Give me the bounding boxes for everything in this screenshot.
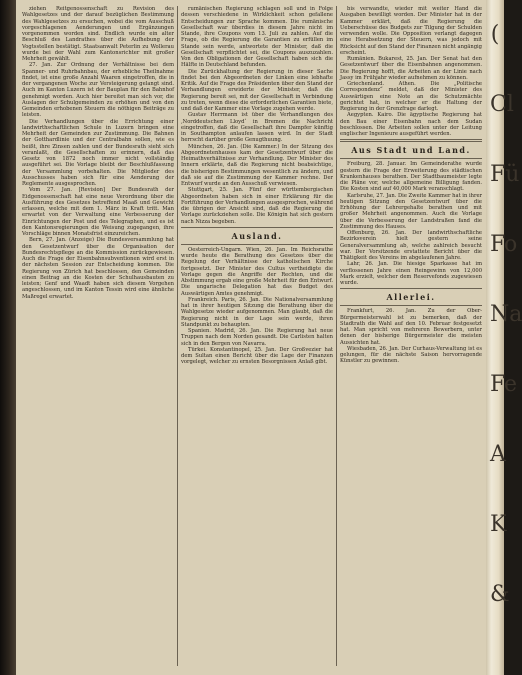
section-heading-allerlei: Allerlei. [386, 292, 436, 303]
col3-paragraph: Freiburg, 28. Januar. Im Gemeinderathe wurde gestern die Frage der Erweiterung des städtischen Krankenhauses berathen. Der Stadtbaumeister legte die Pläne vor, welche allgemeine Billigung fanden. Die Kosten sind auf 40,000 Mark veranschlagt. [340, 161, 482, 193]
column-rule [177, 6, 178, 666]
col3-paragraph: Aegypten. Kairo. Die ägyptische Regierung hat den Bau einer Eisenbahn nach dem Sudan beschlossen. Die Arbeiten sollen unter der Leitung englischer Ingenieure ausgeführt werden. [340, 112, 482, 137]
margin-mark: & [490, 582, 510, 607]
margin-mark: ( [490, 22, 500, 47]
col3-paragraph: Griechenland. Athen. Die „Politische Correspondenz“ meldet, daß der Minister des Auswärtigen eine Note an die Schutzmächte gerichtet hat, in welcher er die Haltung der Regierung in der Grenzfrage darlegt. [340, 81, 482, 112]
section-heading-ausland: Ausland. [231, 230, 283, 241]
section-divider [340, 139, 482, 142]
col2-paragraph: Oesterreich-Ungarn. Wien, 26. Jan. Im Reichsrathe wurde heute die Berathung des Gesetzes über die Regelung der Verhältnisse der katholischen Kirche fortgesetzt. Der Minister des Cultus vertheidigte die Vorlage gegen die Angriffe der Rechten, und die Abstimmung ergab eine große Mehrheit für den Entwurf. Die ungarische Delegation hat das Budget des Auswärtigen Amtes genehmigt. [181, 246, 333, 297]
col3-paragraph: Frankfurt, 26. Jan. Zu der Ober-Bürgermeisterwahl ist zu bemerken, daß der Stadtrath die Wahl auf den 10. Februar festgesetzt hat. Man spricht von mehreren Bewerbern, unter denen der bisherige Bürgermeister die meisten Aussichten hat. [340, 308, 482, 346]
col3-paragraph: Karlsruhe, 27. Jan. Die Zweite Kammer hat in ihrer heutigen Sitzung den Gesetzentwurf über die Erhöhung der Lehrergehalte berathen und mit großer Mehrheit angenommen. Auch die Vorlage über die Verbesserung der Landstraßen fand die Zustimmung des Hauses. [340, 192, 482, 230]
section-divider [340, 288, 482, 289]
col2-paragraph: Spanien. Madrid, 26. Jan. Die Regierung hat neue Truppen nach dem Norden gesandt. Die Carlisten halten sich in den Bergen von Navarra. [181, 328, 333, 347]
column-rule [336, 6, 337, 666]
margin-mark: Cl [490, 92, 514, 117]
section-heading-stadt-und-land: Aus Stadt und Land. [351, 145, 471, 156]
margin-mark: Na [490, 302, 522, 327]
section-divider [181, 227, 333, 228]
col3-paragraph: Wiesbaden, 26. Jan. Der Curhaus-Verwaltung ist es gelungen, für die nächste Saison hervorragende Künstler zu gewinnen. [340, 345, 482, 365]
column-2 [181, 6, 333, 366]
column-3 [340, 6, 482, 365]
margin-mark: Fü [490, 162, 520, 187]
col2-paragraph: Die Zurückhaltung der Regierung in dieser Sache findet bei den Abgeordneten der Linken eine lebhafte Kritik. Auf die Frage des Präsidenten über den Stand der Verhandlungen erwiderte der Minister, daß die Regierung bereit sei, mit der Gesellschaft in Verbindung zu treten, wenn diese die erforderlichen Garantien biete, und daß der Kammer eine Vorlage zugehen werde. [181, 68, 333, 112]
margin-mark: A [490, 442, 506, 467]
col3-paragraph: bis verwandte, wieder mit weiter Hand die Ausgaben bewilligt worden. Der Minister hat in der Kammer erklärt, daß die Regierung die Ueberschüsse des Budgets zur Tilgung der Schulden verwenden wolle. Die Opposition verlangt dagegen eine Herabsetzung der Steuern, was jedoch mit Rücksicht auf den Stand der Finanzen nicht angängig erscheint. [340, 6, 482, 56]
col2-paragraph: Türkei. Konstantinopel, 25. Jan. Der Großvezier hat dem Sultan einen Bericht über die Lage der Finanzen vorgelegt, welcher zu ernsten Besorgnissen Anlaß gibt. [181, 346, 333, 366]
col1-paragraph: Die Verhandlungen über die Errichtung einer landwirthschaftlichen Schule in Luzern bringen eine Mehrheit der Gemeinden zur Zustimmung. Die Bahnen der Gotthardlinie und der Centralbahn sollen, wie es heißt, ihre Zinsen zahlen und der Bundesrath sieht sich veranlaßt, die Gesellschaften zu erinnern, daß das Gesetz von 1872 noch immer nicht vollständig ausgeführt sei. Die Vorlage bleibt der Beschlußfassung der Versammlung vorbehalten. Die Mitglieder des Ausschusses haben sich für eine Aenderung der Reglemente ausgesprochen. [22, 118, 174, 187]
newspaper-page [16, 0, 486, 675]
book-binding [0, 0, 16, 675]
section-divider [340, 305, 482, 306]
section-divider [181, 244, 333, 245]
col1-paragraph: Vom 27. Jan. [Revision] Der Bundesrath der Eidgenossenschaft hat eine neue Verordnung über die Ausführung des Gesetzes betreffend Maaß und Gewicht erlassen, welche mit dem 1. März in Kraft tritt. Man erwartet von der Verwaltung eine Verbesserung der Einrichtungen der Post und des Telegraphen, und es ist den Kantonsregierungen die Weisung zugegangen, ihre Vorschläge binnen Monatsfrist einzureichen. [22, 187, 174, 237]
col1-paragraph: Bern, 27. Jan. (Anzeige) Die Bundesversammlung hat den Gesetzentwurf über die Organisation der Bundesrechtspflege an die Kommission zurückgewiesen. Auch die Frage der Eisenbahnsubventionen wird erst in der nächsten Session zur Entscheidung kommen. Die Regierung von Zürich hat beschlossen, den Gemeinden einen Beitrag an die Kosten der Schulhausbauten zu leisten; Genf und Waadt haben sich diesem Vorgehen angeschlossen, und im Kanton Tessin wird eine ähnliche Maßregel erwartet. [22, 237, 174, 300]
col1-paragraph: ziehen Reitgenossenschaft zu Revision des Wahlgesetzes und der darauf bezüglichen Bestimmung des Wahlgesetzes zu ersuchen, wobei die vom Ausschuß vorgeschlagenen Aenderungen und Ergänzungen vorgenommen worden sind. Endlich wurde ein alter Beschluß des Landrathes über die Aufhebung der Vogtsstellen bestätigt. Staatsanwalt Peterlin zu Wollerau wurde bei der Wahl zum Kantonsrichter mit großer Mehrheit gewählt. [22, 6, 174, 62]
section-divider [340, 158, 482, 159]
col2-paragraph: Stuttgart, 25. Jan. Fünf der württembergischen Abgeordneten haben sich in einer Erklärung für die Fortführung der Verhandlungen ausgesprochen, während die übrigen der Ansicht sind, daß die Regierung die Vorlage zurückziehen solle. Die Königin hat sich gestern nach Nizza begeben. [181, 187, 334, 225]
col3-paragraph: Rumänien. Bukarest, 25. Jan. Der Senat hat den Gesetzentwurf über die Eisenbahnen angenommen. Die Regierung hofft, die Arbeiten an der Linie nach Jassy im Frühjahr wieder aufnehmen zu können. [340, 56, 482, 81]
column-1 [22, 6, 174, 300]
col3-paragraph: Offenburg, 26. Jan. Der landwirthschaftliche Bezirksverein hielt gestern seine Generalversammlung ab, welche zahlreich besucht war. Der Vorsitzende erstattete Bericht über die Thätigkeit des Vereins im abgelaufenen Jahre. [340, 230, 482, 261]
adjacent-page-edge [486, 0, 522, 675]
col2-paragraph: Frankreich. Paris, 26. Jan. Die Nationalversammlung hat in ihrer heutigen Sitzung die Berathung über die Wahlgesetze wieder aufgenommen. Man glaubt, daß die Regierung nicht in der Lage sein werde, ihren Standpunkt zu behaupten. [181, 296, 333, 328]
col2-paragraph: München, 26. Jan. (Die Kammer.) In der Sitzung des Abgeordnetenhauses kam der Gesetzentwurf über die Heimathverhältnisse zur Verhandlung. Der Minister des Innern erklärte, daß die Regierung nicht beabsichtige, die bisherigen Bestimmungen wesentlich zu ändern, und daß sie auf die Zustimmung der Kammer rechne. Der Entwurf wurde an den Ausschuß verwiesen. [181, 143, 333, 187]
margin-mark: Fe [490, 372, 518, 397]
margin-mark: Fo [490, 232, 518, 257]
col2-paragraph: rumänischen Regierung schlagen soll und in Folge dessen verschiedene in Wirklichkeit schon gefallene Entscheidungen zur Sprache kommen. Die rumänische Gesellschaft war überdies in diesem Jahre nicht im Stande, ihre Coupons vom 13. Juli zu zahlen. Auf die Frage, ob die Regierung die Garantien zu erfüllen im Stande sein werde, antwortete der Minister, daß die Gesellschaft verpflichtet sei, die Coupons auszuzahlen. Von den Obligationen der Gesellschaft haben sich die Hälfte in Deutschland befunden. [181, 6, 333, 69]
col1-paragraph: 27. Jan. Zur Ordnung der Verhältnisse bei dem Spanner- und Ruhrbahnbau, der erhebliche Theilnahme findet, ist eine große Anzahl Waaren eingetroffen, die in der vergangenen Woche zur Versteigerung gelangt sind. Auch im Kanton Luzern ist der Bauplan für den Bahnhof genehmigt worden. Auch hier bereitet man sich vor, die Auslagen der Schulgemeinden zu erhöhen und von den Gemeinden erhobenen Steuern die nöthigen Beiträge zu leisten. [22, 62, 174, 119]
margin-mark: K [490, 512, 507, 537]
col3-paragraph: Lahr, 26. Jan. Die hiesige Sparkasse hat im verflossenen Jahre einen Reingewinn von 12,000 Mark erzielt, welcher dem Reservefonds zugewiesen wurde. [340, 261, 482, 286]
col2-paragraph: Gustav Herrmann ist über die Verhandlungen des ‚Norddeutschen Lloyd‘ in Bremen die Nachricht eingetroffen, daß die Gesellschaft ihre Dampfer künftig in Southampton anlaufen lassen wird. In der Stadt herrscht darüber große Genugthuung. [181, 112, 333, 144]
